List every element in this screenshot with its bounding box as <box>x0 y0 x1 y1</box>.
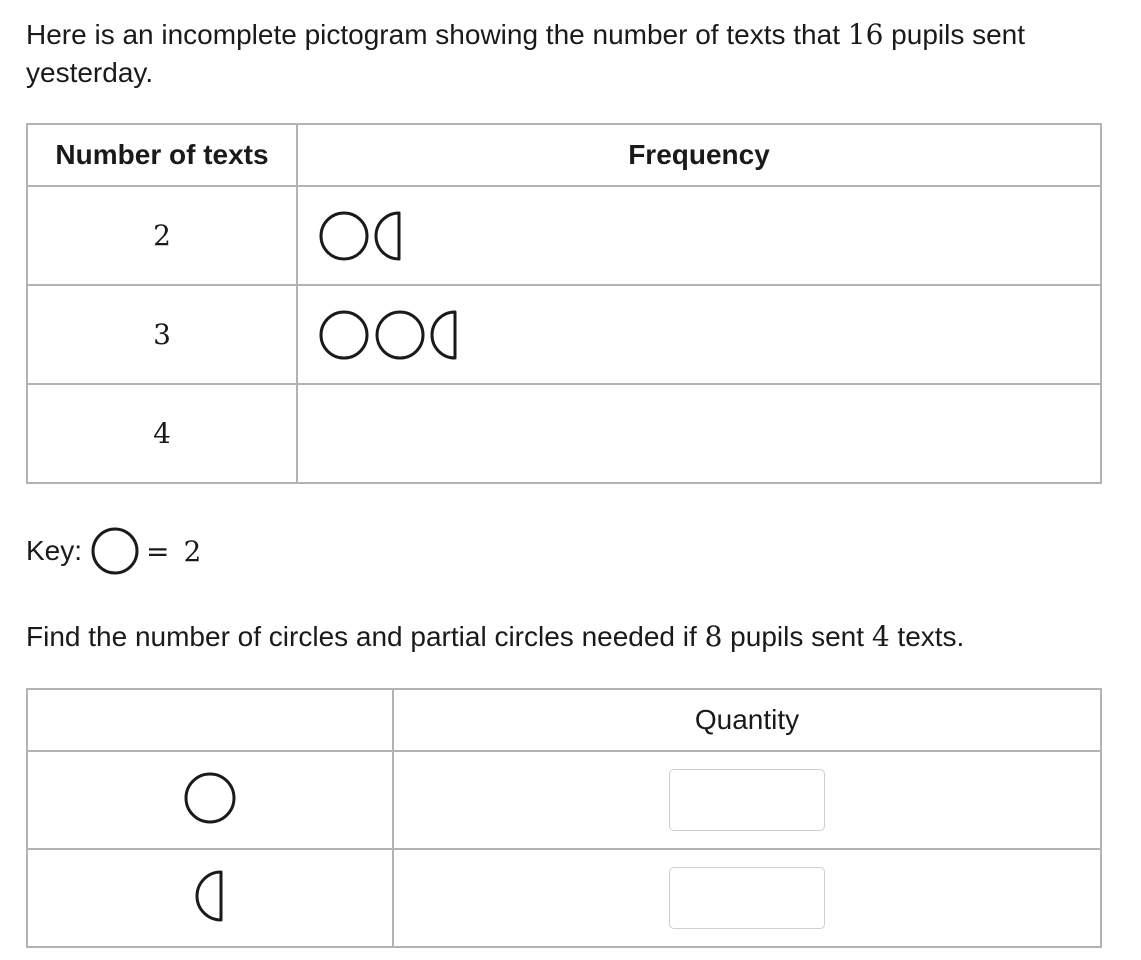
header-number-of-texts: Number of texts <box>27 124 297 186</box>
question-pupils: 8 <box>704 620 723 653</box>
pictogram-row <box>27 285 1101 384</box>
question-part2: pupils sent <box>722 621 872 652</box>
number-of-texts-cell: 4 <box>27 384 297 483</box>
answer-symbol-cell <box>27 849 393 947</box>
key-circle-icon <box>90 526 140 576</box>
full-circle-icon <box>374 309 426 361</box>
pictogram-header-row <box>27 124 1101 186</box>
partial-circle-icon <box>430 309 460 361</box>
frequency-cell <box>297 285 1101 384</box>
question-text <box>26 618 964 656</box>
intro-pupils-count: 16 <box>847 18 884 51</box>
partial-circle-icon <box>374 210 404 262</box>
answer-header-quantity: Quantity <box>393 689 1101 751</box>
full-circle-icon <box>318 309 370 361</box>
half-circle-icon <box>183 869 237 923</box>
question-part3: texts. <box>889 621 965 652</box>
pictogram-row <box>27 384 1101 483</box>
symbols-row <box>318 309 1100 361</box>
pictogram-row <box>27 186 1101 285</box>
key-value: 2 <box>183 534 202 568</box>
key <box>26 526 201 576</box>
question-part1: Find the number of circles and partial circles needed if <box>26 621 705 652</box>
answer-header-row <box>27 689 1101 751</box>
answer-input-cell <box>393 751 1101 849</box>
answer-row-half-circle <box>27 849 1101 947</box>
answer-symbol-cell <box>27 751 393 849</box>
answer-input-cell <box>393 849 1101 947</box>
key-label: Key: <box>26 535 83 566</box>
number-of-texts-cell: 2 <box>27 186 297 285</box>
full-circle-quantity-input[interactable] <box>669 769 825 831</box>
half-circle-quantity-input[interactable] <box>669 867 825 929</box>
pictogram-table <box>26 123 1102 484</box>
intro-part2: pupils sent yesterday. <box>26 19 1026 88</box>
question-texts: 4 <box>871 620 890 653</box>
answer-table <box>26 688 1102 948</box>
key-equals: = <box>146 534 170 568</box>
frequency-cell <box>297 186 1101 285</box>
intro-part1: Here is an incomplete pictogram showing the number of texts that <box>26 19 848 50</box>
number-of-texts-cell: 3 <box>27 285 297 384</box>
frequency-cell-empty[interactable] <box>297 384 1101 483</box>
header-frequency: Frequency <box>297 124 1101 186</box>
answer-row-full-circle <box>27 751 1101 849</box>
full-circle-icon <box>183 771 237 825</box>
full-circle-icon <box>318 210 370 262</box>
answer-header-symbol <box>27 689 393 751</box>
symbols-row <box>318 210 1100 262</box>
intro-text <box>26 16 1116 92</box>
